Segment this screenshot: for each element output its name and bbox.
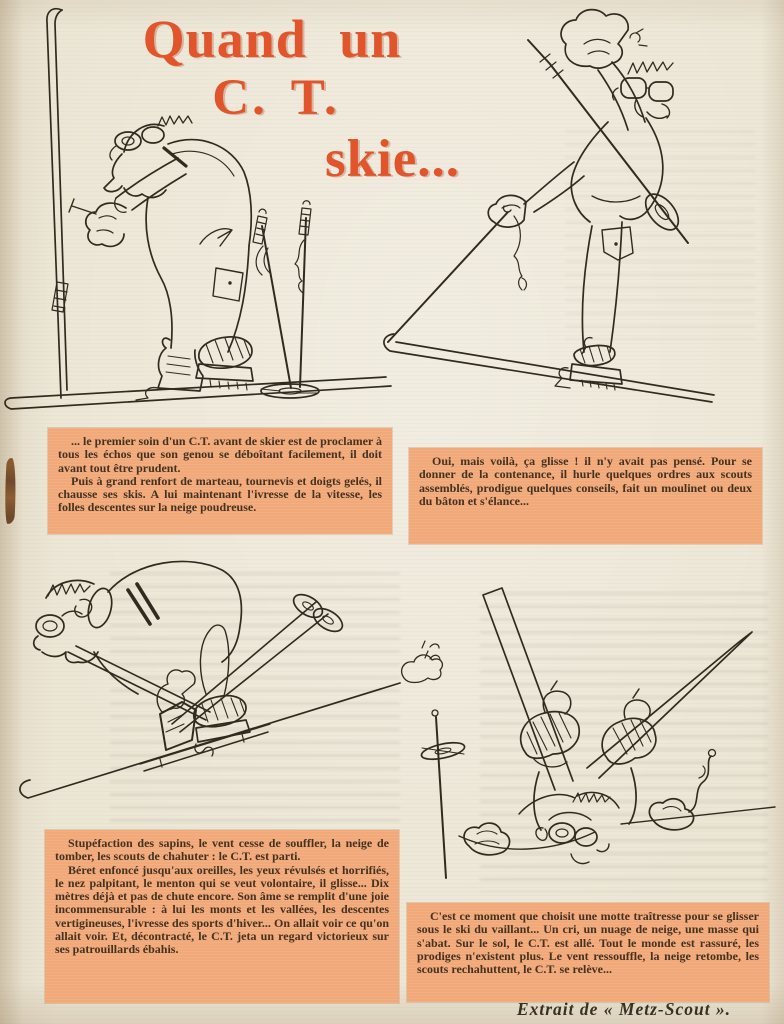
text-block-4 bbox=[407, 903, 769, 1002]
paragraph: ... le premier soin d'un C.T. avant de skier est de proclamer à tous les échos que son genou se déboîtant facilement, il doit avant tout être prudent. bbox=[58, 434, 382, 475]
paragraph: C'est ce moment que choisit une motte traîtresse pour se glisser sous le ski du vaillant... Un cri, un nuage de neige, une masse qui s'abat. Sur le sol, le C.T. est allé. Tout le monde est rassuré, les prodiges n'existent plus. Le vent ressouffle, la neige retombe, les scouts rechahuttent, le C.T. se relève... bbox=[417, 909, 759, 977]
text-block-2 bbox=[409, 448, 762, 544]
text-block-3 bbox=[45, 830, 399, 1003]
article-title-line-2: C. T. bbox=[212, 70, 340, 126]
paragraph: Béret enfoncé jusqu'aux oreilles, les yeux révulsés et horrifiés, le nez palpitant, le menton qui se veut volontaire, il glisse... Dix mètres déjà et pas de chute encore. Son âme se remplit d'une joie incommensurable : à lui les monts et les vallées, les descentes vertigineuses, l'ivresse des sports d'hiver... On allait voir ce qu'on allait voir. Et, décontracté, le C.T. jeta un regard victorieux sur ses patrouillards ébahis. bbox=[55, 862, 389, 957]
illustration-ct-schuss-descent bbox=[10, 552, 455, 824]
paragraph: Stupéfaction des sapins, le vent cesse de souffler, la neige de tomber, les scouts de chahuter : le C.T. est parti. bbox=[55, 836, 389, 864]
illustration-ct-waving-crossed-poles bbox=[378, 0, 784, 405]
paper-stain bbox=[3, 458, 17, 524]
illustration-ct-crashed-skis-up bbox=[413, 562, 784, 902]
article-title-line-1: Quand un bbox=[142, 9, 402, 69]
paragraph: Puis à grand renfort de marteau, tournevis et doigts gelés, il chausse ses skis. A lui maintenant l'ivresse de la vitesse, les folles descentes sur la neige poudreuse. bbox=[58, 473, 382, 515]
paragraph: Oui, mais voilà, ça glisse ! il n'y avait pas pensé. Pour se donner de la contenance, il hurle quelques ordres aux scouts assemblés, prodigue quelques conseils, fait un moulinet ou deux du bâton et s'élance... bbox=[419, 454, 752, 508]
source-credit: Extrait de « Metz-Scout ». bbox=[516, 999, 732, 1019]
text-block-1 bbox=[48, 428, 392, 534]
article-title-line-3: skie... bbox=[324, 130, 461, 188]
